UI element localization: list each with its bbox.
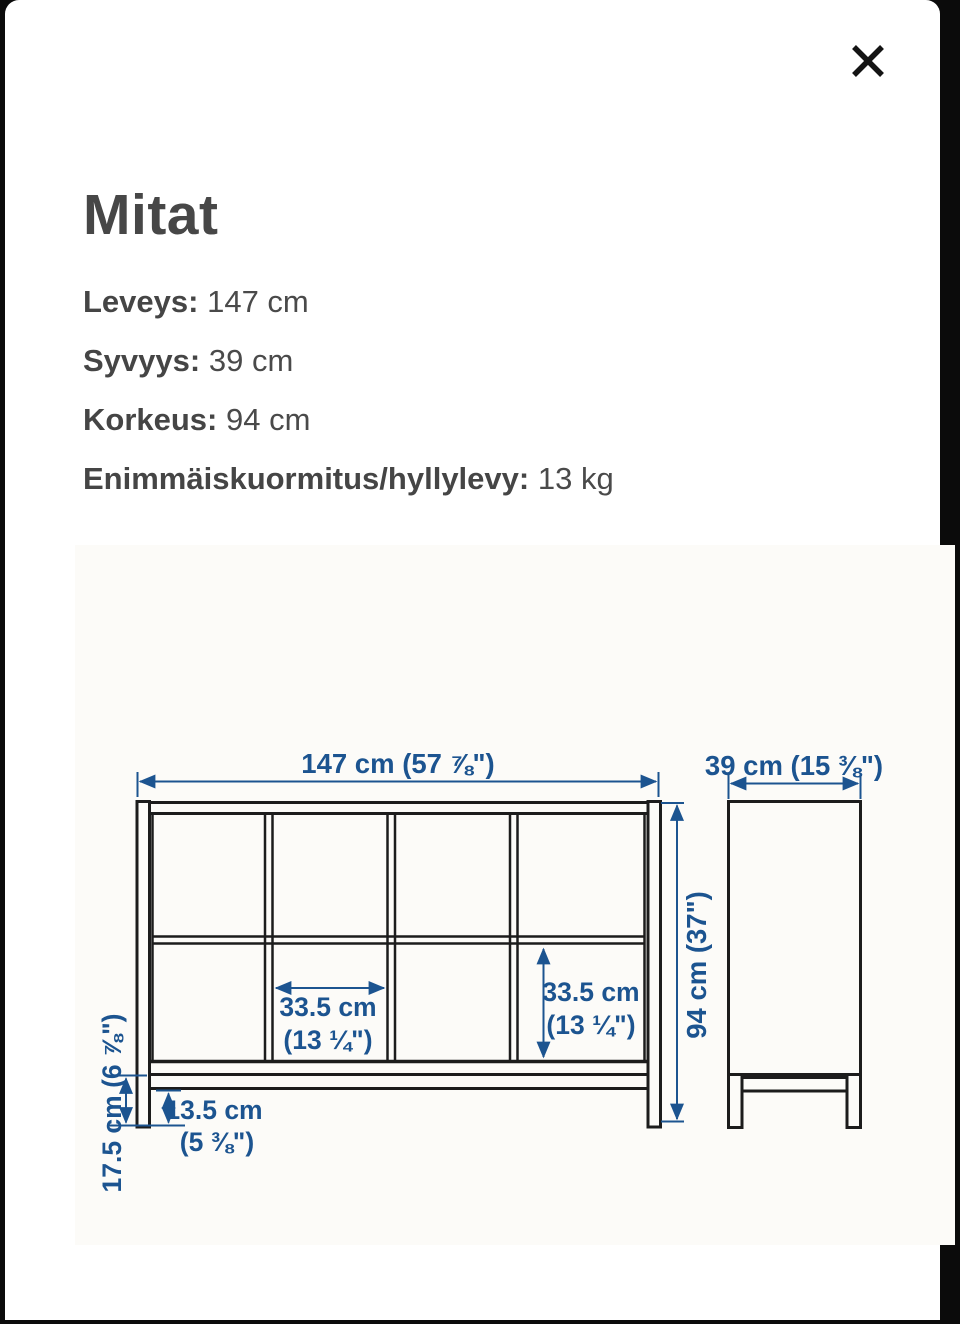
spec-value: 94 cm [226,402,311,437]
spec-row-height [83,390,614,449]
close-button[interactable] [843,36,893,86]
close-icon [849,42,887,80]
shelf-drawing [75,545,955,1245]
spec-value: 39 cm [208,343,294,378]
dimensions-modal [5,0,940,1320]
width-dimension-label: 147 cm (57 ⅞") [301,748,495,779]
front-view-drawing [137,802,661,1128]
spec-label: Korkeus: [83,402,218,437]
spec-label: Leveys: [83,284,199,319]
floor-clearance-label-line1: 13.5 cm [165,1095,263,1125]
spec-value: 13 kg [537,461,614,496]
dimension-diagram [75,545,955,1245]
spec-row-depth [83,331,614,390]
spec-row-width [83,272,614,331]
spec-value: 147 cm [207,284,309,319]
spec-list [83,272,614,508]
side-view-drawing [729,802,861,1128]
floor-clearance-label-line2: (5 ⅜") [179,1127,255,1157]
cell-width-label-line1: 33.5 cm [279,992,377,1022]
cell-height-label-line1: 33.5 cm [542,977,640,1007]
height-dimension-label: 94 cm (37") [681,891,712,1039]
spec-label: Syvyys: [83,343,201,378]
cell-width-label-line2: (13 ¼") [283,1025,373,1055]
page-title: Mitat [83,183,219,248]
cell-height-label-line2: (13 ¼") [546,1010,636,1040]
depth-dimension-label: 39 cm (15 ⅜") [704,750,884,781]
spec-row-maxload [83,449,614,508]
dimension-lines [107,772,861,1126]
spec-label: Enimmäiskuormitus/hyllylevy: [83,461,530,496]
base-height-label: 17.5 cm (6 ⅞") [97,1013,127,1193]
